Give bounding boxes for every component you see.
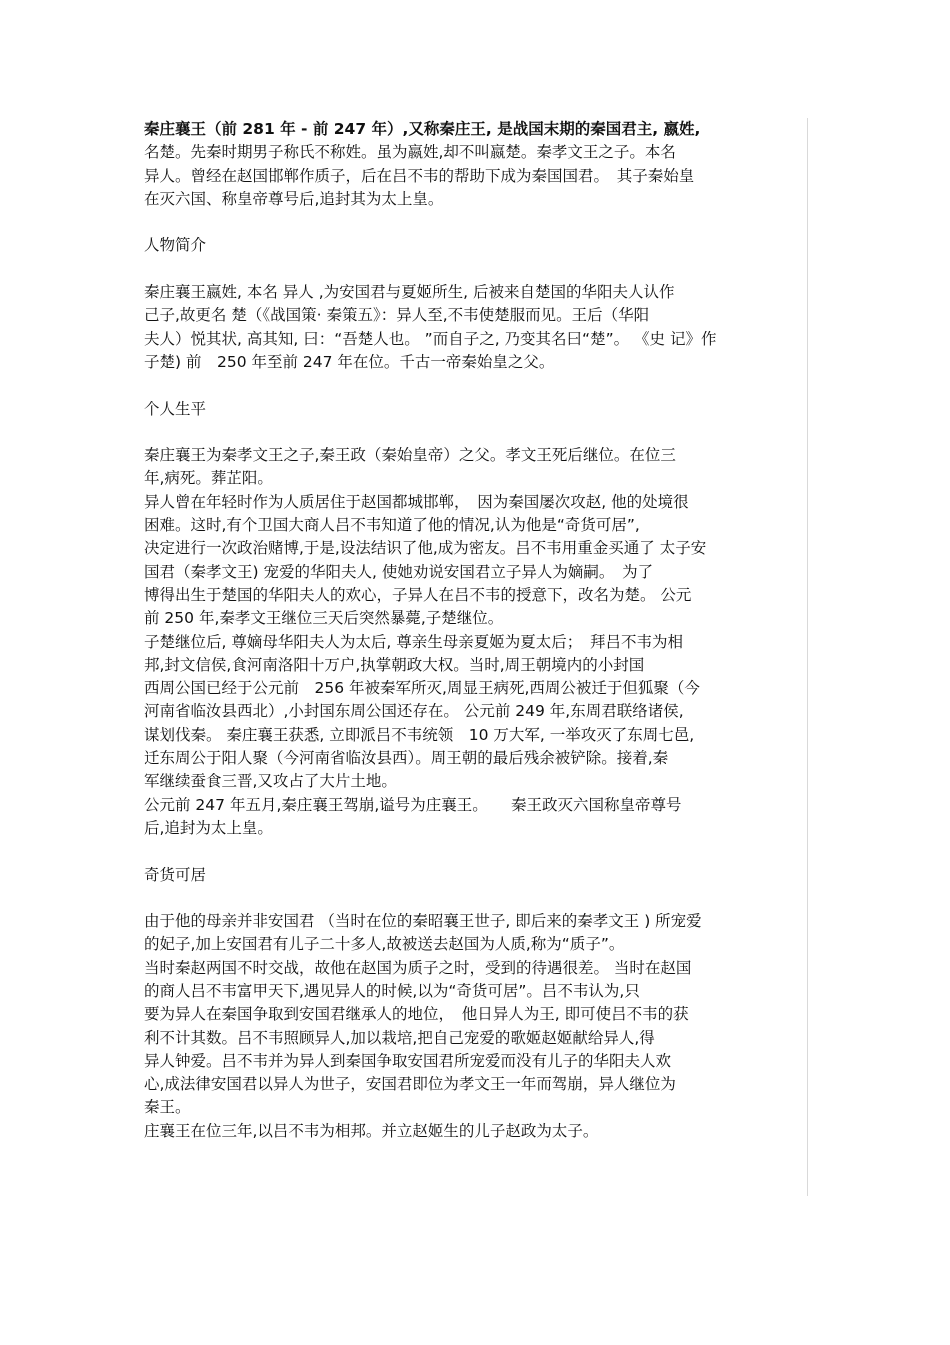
text-line: 由于他的母亲并非安国君 （当时在位的秦昭襄王世子, 即后来的秦孝文王 ) 所宠爱 — [144, 912, 702, 931]
text-line: 年,病死。葬芷阳。 — [144, 469, 273, 488]
text-line: 夫人）悦其状, 高其知, 曰：“吾楚人也。 ”而自子之, 乃变其名曰“楚”。 《史 记》作 — [144, 329, 717, 348]
text-line: 军继续蚕食三晋,又攻占了大片土地。 — [144, 772, 397, 791]
text-line: 秦王。 — [144, 1098, 191, 1117]
paragraph-gap — [144, 258, 804, 281]
text-line: 子楚继位后, 尊嫡母华阳夫人为太后, 尊亲生母亲夏姬为夏太后； 拜吕不韦为相 — [144, 632, 683, 651]
text-line: 秦庄襄王为秦孝文王之子,秦王政（秦始皇帝）之父。孝文王死后继位。在位三 — [144, 446, 676, 465]
text-line: 河南省临汝县西北）,小封国东周公国还存在。 公元前 249 年,东周君联络诸侯, — [144, 702, 684, 721]
paragraph-gap — [144, 374, 804, 397]
text-line: 人物简介 — [144, 236, 207, 255]
text-line: 迁东周公于阳人聚（今河南省临汝县西）。周王朝的最后残余被铲除。接着,秦 — [144, 749, 669, 768]
text-line: 秦庄襄王嬴姓, 本名 异人 ,为安国君与夏姬所生, 后被来自楚国的华阳夫人认作 — [144, 283, 675, 302]
text-line: 异人曾在年轻时作为人质居住于赵国都城邯郸， 因为秦国屡次攻赵, 他的处境很 — [144, 492, 689, 511]
text-line: 后,追封为太上皇。 — [144, 818, 273, 837]
text-line: 决定进行一次政治赌博,于是,设法结识了他,成为密友。吕不韦用重金买通了 太子安 — [144, 539, 707, 558]
text-line: 利不计其数。吕不韦照顾异人,加以栽培,把自己宠爱的歌姬赵姬献给异人,得 — [144, 1028, 655, 1047]
paragraph-gap — [144, 840, 804, 863]
text-line: 困难。这时,有个卫国大商人吕不韦知道了他的情况,认为他是“奇货可居”, — [144, 516, 640, 535]
text-line: 在灭六国、称皇帝尊号后,追封其为太上皇。 — [144, 189, 444, 208]
text-line: 的商人吕不韦富甲天下,遇见异人的时候,以为“奇货可居”。吕不韦认为,只 — [144, 981, 640, 1000]
paragraph-gap — [144, 887, 804, 910]
text-line: 要为异人在秦国争取到安国君继承人的地位， 他日异人为王, 即可使吕不韦的获 — [144, 1005, 689, 1024]
text-line: 子楚) 前 250 年至前 247 年在位。千古一帝秦始皇之父。 — [144, 352, 555, 371]
paragraph-gap — [144, 211, 804, 234]
text-line: 己子,故更名 楚（《战国策· 秦策五》：异人至,不韦使楚服而见。王后（华阳 — [144, 306, 650, 325]
text-line: 前 250 年,秦孝文王继位三天后突然暴薨,子楚继位。 — [144, 609, 504, 628]
paragraph-gap — [144, 421, 804, 444]
text-line: 国君（秦孝文王) 宠爱的华阳夫人, 使她劝说安国君立子异人为嫡嗣。 为了 — [144, 562, 654, 581]
text-line: 西周公国已经于公元前 256 年被秦军所灭,周显王病死,西周公被迁于但狐聚（今 — [144, 679, 700, 698]
text-line: 异人钟爱。吕不韦并为异人到秦国争取安国君所宠爱而没有儿子的华阳夫人欢 — [144, 1051, 672, 1070]
text-line: 邦,封文信侯,食河南洛阳十万户,执掌朝政大权。当时,周王朝境内的小封国 — [144, 655, 645, 674]
text-line: 当时秦赵两国不时交战，故他在赵国为质子之时，受到的待遇很差。 当时在赵国 — [144, 958, 692, 977]
text-line: 异人。曾经在赵国邯郸作质子，后在吕不韦的帮助下成为秦国国君。 其子秦始皇 — [144, 166, 695, 185]
text-line: 谋划伐秦。 秦庄襄王获悉, 立即派吕不韦统领 10 万大军, 一举攻灭了东周七邑, — [144, 725, 695, 744]
text-line: 庄襄王在位三年,以吕不韦为相邦。并立赵姬生的儿子赵政为太子。 — [144, 1121, 599, 1140]
text-line: 秦庄襄王（前 281 年 - 前 247 年）,又称秦庄王, 是战国末期的秦国君主, 嬴姓, — [144, 120, 701, 138]
text-line: 奇货可居 — [144, 865, 207, 884]
text-line: 心,成法律安国君以异人为世子，安国君即位为孝文王一年而驾崩，异人继位为 — [144, 1075, 676, 1094]
text-line: 博得出生于楚国的华阳夫人的欢心，子异人在吕不韦的授意下，改名为楚。 公元 — [144, 585, 692, 604]
text-line: 公元前 247 年五月,秦庄襄王驾崩,谥号为庄襄王。 秦王政灭六国称皇帝尊号 — [144, 795, 682, 814]
text-line: 名楚。先秦时期男子称氏不称姓。虽为嬴姓,却不叫嬴楚。秦孝文王之子。本名 — [144, 143, 676, 162]
page-margin-rule — [807, 118, 808, 1196]
document-body — [144, 118, 804, 1143]
text-line: 个人生平 — [144, 399, 207, 418]
text-line: 的妃子,加上安国君有儿子二十多人,故被送去赵国为人质,称为“质子”。 — [144, 935, 625, 954]
